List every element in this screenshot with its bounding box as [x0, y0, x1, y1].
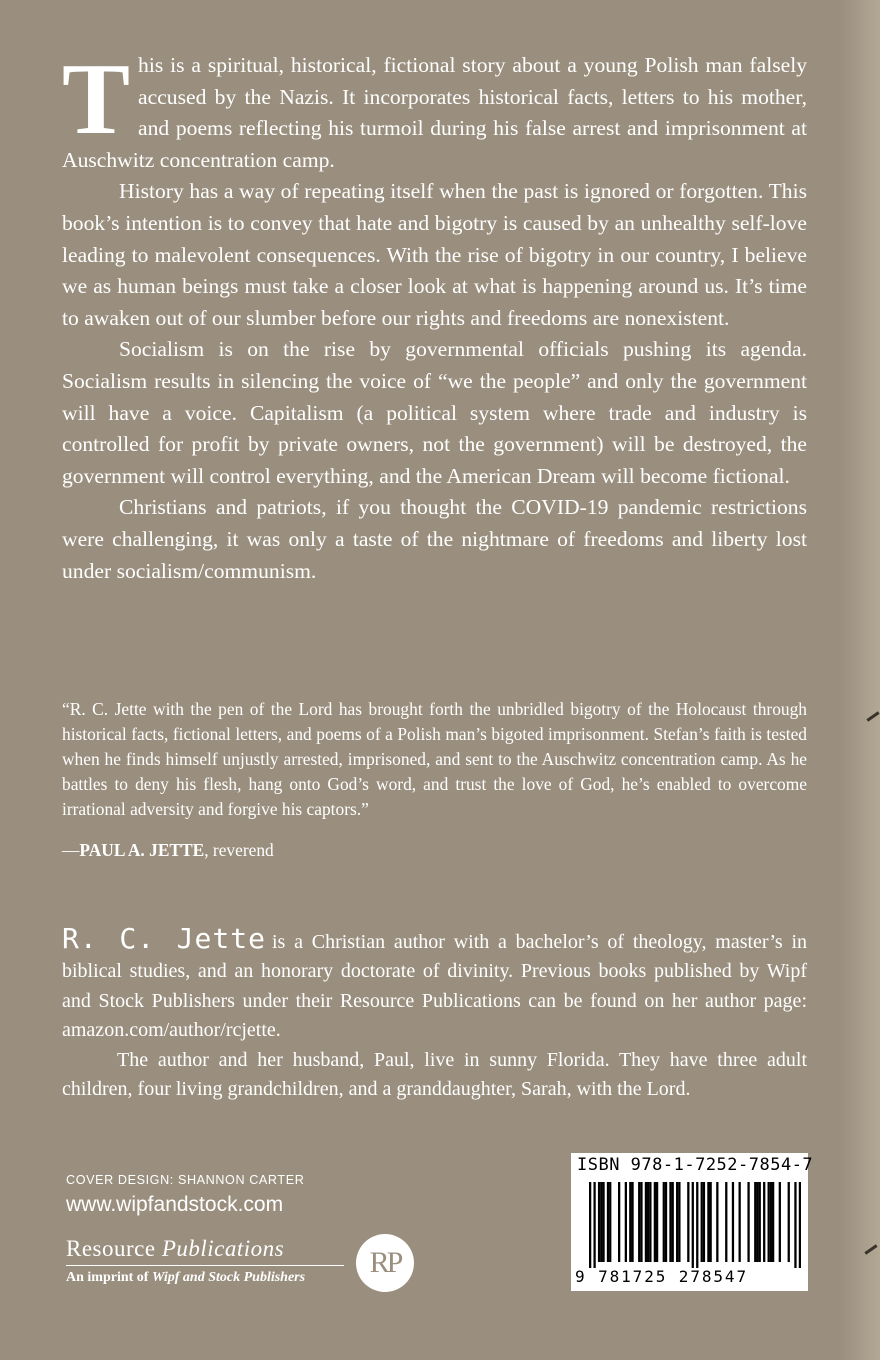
barcode-bar [649, 1182, 651, 1262]
barcode-bar [665, 1182, 667, 1262]
barcode-bar [645, 1182, 647, 1262]
barcode-bar [647, 1182, 649, 1262]
description-text: his is a spiritual, historical, fictional story about a young Polish man falsely accused by the Nazis. It incorporates historical facts, letters to his mother, and poems reflecting his turmoil during his false arrest and imprisonment at Auschwitz concentration camp. [62, 53, 807, 172]
author-name: R. C. Jette [62, 922, 266, 955]
barcode-bar [663, 1182, 665, 1262]
barcode-bar [638, 1182, 640, 1262]
publisher-name-regular: Resource [66, 1236, 156, 1261]
barcode-bar [768, 1182, 770, 1262]
barcode-bar [654, 1182, 656, 1262]
barcode-bar [602, 1182, 604, 1262]
barcode-bar [772, 1182, 774, 1262]
barcode-bar [640, 1182, 642, 1262]
endorser-name: PAUL A. JETTE [79, 840, 205, 860]
barcode-bar [629, 1182, 631, 1262]
barcode-bar [716, 1182, 718, 1262]
bio-text: is a Christian author with a bachelor’s of theology, master’s in biblical studies, and an honorary doctorate of divinity. Previous books published by Wipf and Stock Publishers under their Resource Publications can be found on her author page: amazon.com/author/rcjette. [62, 931, 807, 1042]
barcode-bar [669, 1182, 671, 1262]
imprint-prefix: An imprint of [66, 1270, 149, 1285]
attribution-dash: — [62, 840, 80, 860]
barcode-bar [779, 1182, 781, 1262]
barcode-bar [725, 1182, 727, 1262]
barcode-bar [589, 1182, 591, 1268]
publisher-name-italic: Publications [161, 1236, 285, 1261]
barcode-bar [770, 1182, 772, 1262]
barcode-bar [656, 1182, 658, 1262]
endorsement-attribution [62, 838, 274, 863]
rp-logo-icon: RP [356, 1234, 414, 1292]
publisher-logo-text [66, 1235, 356, 1287]
barcode-bar [747, 1182, 749, 1262]
endorsement-quote [62, 697, 807, 822]
barcode-bar [631, 1182, 633, 1262]
isbn-barcode-box [571, 1153, 814, 1291]
barcode-bar [799, 1182, 801, 1268]
barcode-bar [759, 1182, 761, 1262]
barcode-bar [625, 1182, 627, 1262]
publisher-divider [66, 1265, 344, 1266]
barcode-bar [609, 1182, 611, 1262]
isbn-label: ISBN 978-1-7252-7854-7 [577, 1155, 814, 1175]
isbn-digits: 9 781725 278547 [575, 1267, 748, 1286]
barcode-bar [672, 1182, 674, 1262]
barcode-bar [598, 1182, 600, 1262]
barcode-bar [794, 1182, 796, 1268]
barcode-bar [710, 1182, 712, 1262]
barcode-bar [692, 1182, 694, 1268]
description-paragraph [62, 43, 807, 176]
barcode-icon [589, 1182, 801, 1268]
barcode-bar [707, 1182, 709, 1262]
description-paragraph: Christians and patriots, if you thought the COVID-19 pandemic restrictions were challenging, it was only a taste of the nightmare of freedoms and liberty lost under socialism/communism. [62, 495, 807, 583]
barcode-bar [701, 1182, 703, 1262]
barcode-bar [687, 1182, 689, 1262]
barcode-bar [788, 1182, 790, 1262]
barcode-bar [754, 1182, 756, 1262]
barcode-bar [739, 1182, 741, 1262]
endorser-role: , reverend [204, 840, 274, 860]
barcode-bar [607, 1182, 609, 1262]
quote-text: “R. C. Jette with the pen of the Lord has brought forth the unbridled bigotry of the Holocaust through historical facts, fictional letters, and poems of a Polish man’s bigoted imprisonment. Stefan’s faith is tested when he finds himself unjustly arrested, imprisoned, and sent to the Auschwitz concentration camp. As he battles to deny his flesh, hang onto God’s word, and trust the love of God, he’s enabled to overcome irrational adversity and forgive his captors.” [62, 699, 807, 819]
barcode-bar [676, 1182, 678, 1262]
barcode-bar [763, 1182, 765, 1262]
cover-edge [840, 0, 880, 1360]
barcode-bar [593, 1182, 595, 1268]
credits [66, 1172, 304, 1220]
barcode-bar [618, 1182, 620, 1262]
cover-design-credit: COVER DESIGN: SHANNON CARTER [66, 1173, 305, 1187]
bio-paragraph [62, 924, 807, 1046]
barcode-bar [756, 1182, 758, 1262]
barcode-bar [732, 1182, 734, 1262]
bio-paragraph: The author and her husband, Paul, live in sunny Florida. They have three adult children, four living grandchildren, and a granddaughter, Sarah, with the Lord. [62, 1048, 807, 1101]
barcode-bar [600, 1182, 602, 1262]
description-paragraph: History has a way of repeating itself when the past is ignored or forgotten. This book’s intention is to convey that hate and bigotry is caused by an unhealthy self-love leading to malevolent consequences. With the rise of bigotry in our country, I believe we as human beings must take a closer look at what is happening around us. It’s time to awaken out of our slumber before our rights and freedoms are nonexistent. [62, 179, 807, 330]
author-bio [62, 924, 807, 1104]
barcode-bar [678, 1182, 680, 1262]
description-paragraph: Socialism is on the rise by governmental officials pushing its agenda. Socialism results in silencing the voice of “we the people” and only the government will have a voice. Capitalism (a political system where trade and industry is controlled for profit by private owners, not the government) will be destroyed, the government will control everything, and the American Dream will become fictional. [62, 337, 807, 488]
imprint-name: Wipf and Stock Publishers [151, 1270, 306, 1285]
publisher-name [66, 1235, 356, 1263]
publisher-imprint [66, 1269, 356, 1287]
barcode-bar [696, 1182, 698, 1268]
book-description [62, 43, 807, 587]
publisher-website: www.wipfandstock.com [66, 1193, 284, 1216]
drop-cap: T [62, 43, 131, 156]
barcode-bar [703, 1182, 705, 1262]
